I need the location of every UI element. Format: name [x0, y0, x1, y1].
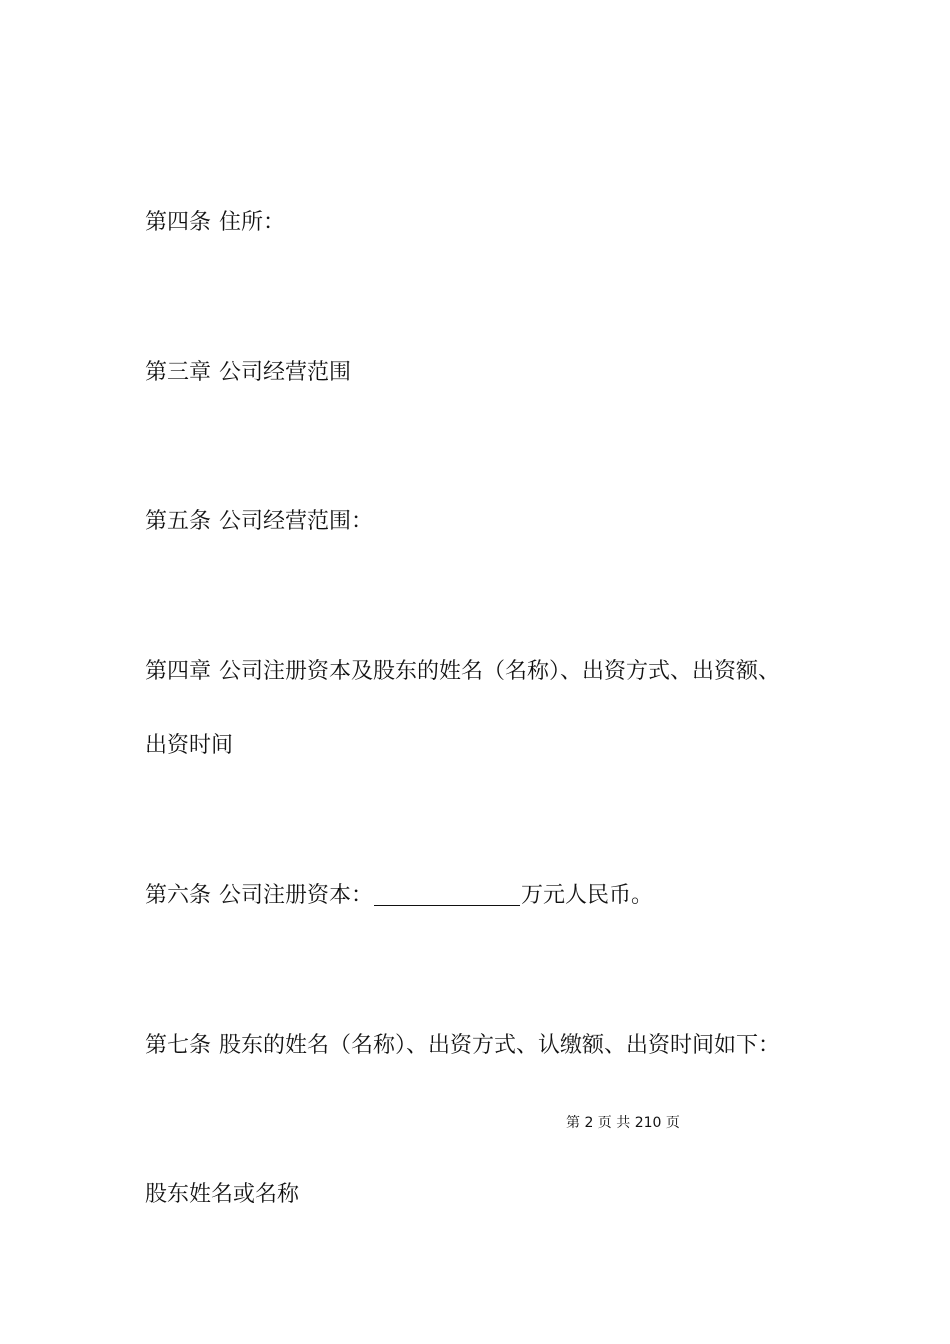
- chapter-4-heading: [145, 657, 780, 687]
- article-5-line: [145, 507, 373, 537]
- article-7-label: 第七条: [145, 1033, 212, 1058]
- chapter-3-heading: [145, 358, 351, 388]
- article-5-text: 公司经营范围：: [219, 509, 374, 534]
- article-6-line: [145, 881, 653, 911]
- chapter-4-label: 第四章: [145, 659, 212, 684]
- chapter-4-continuation: 出资时间: [145, 733, 234, 758]
- chapter-3-label: 第三章: [145, 360, 212, 385]
- registered-capital-blank[interactable]: [374, 883, 520, 906]
- chapter-3-text: 公司经营范围: [219, 360, 352, 385]
- article-5-label: 第五条: [145, 509, 212, 534]
- chapter-4-text: 公司注册资本及股东的姓名（名称）、出资方式、出资额、: [219, 659, 781, 684]
- article-6-text-after: 万元人民币。: [521, 883, 654, 908]
- article-4-text: 住所：: [219, 210, 286, 235]
- article-4-line: [145, 208, 285, 238]
- shareholder-name-label: 股东姓名或名称: [145, 1182, 300, 1207]
- page-footer: 第 2 页 共 210 页: [566, 1115, 680, 1131]
- article-6-text-before: 公司注册资本：: [219, 883, 374, 908]
- article-4-label: 第四条: [145, 210, 212, 235]
- article-6-label: 第六条: [145, 883, 212, 908]
- article-7-text: 股东的姓名（名称）、出资方式、认缴额、出资时间如下：: [219, 1033, 781, 1058]
- article-7-line: [145, 1031, 780, 1061]
